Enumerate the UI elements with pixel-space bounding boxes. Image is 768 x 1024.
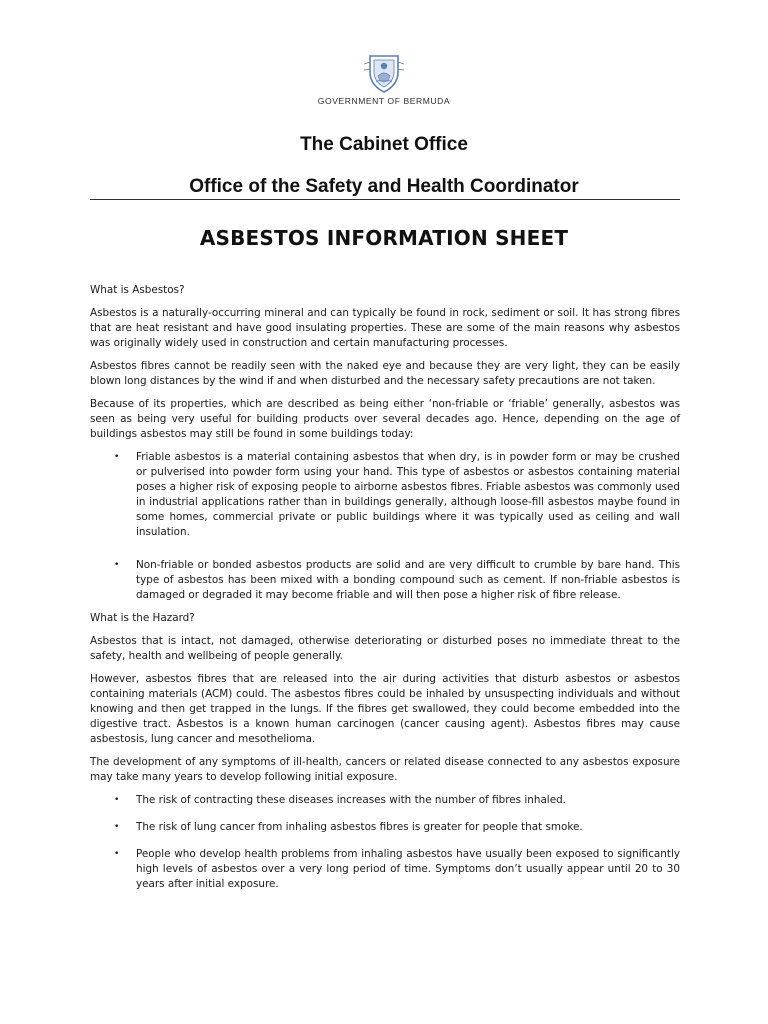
section-heading-what-is-the-hazard: What is the Hazard? (90, 612, 195, 624)
document-title: ASBESTOS INFORMATION SHEET (199, 226, 569, 250)
bullet-list-health-risks (90, 793, 680, 892)
bullet-icon: • (114, 452, 120, 462)
paragraph: Because of its properties, which are described as being either ‘non-friable or ‘friable’ generally, asbestos was seen as being very useful for building products over several decades ago. Hence, depending on the age of buildings asbestos may still be found in some buildings today: (90, 398, 680, 440)
list-item-text: Non-friable or bonded asbestos products are solid and are very difficult to crumble by bare hand. This type of asbestos has been mixed with a bonding compound such as cement. If non-friable asbestos is damaged or degraded it may become friable and will then pose a higher risk of fibre release. (136, 559, 680, 601)
section-heading-what-is-asbestos: What is Asbestos? (90, 284, 185, 296)
list-item-text: People who develop health problems from inhaling asbestos have usually been exposed to significantly high levels of asbestos over a very long period of time. Symptoms don’t usually appear until 20 to 30 years after initial exposure. (136, 848, 680, 890)
list-item (90, 847, 680, 892)
letterhead (0, 52, 768, 106)
bullet-icon: • (114, 560, 120, 570)
list-item-text: The risk of contracting these diseases increases with the number of fibres inhaled. (136, 794, 566, 806)
office-title: The Cabinet Office (300, 134, 468, 155)
list-item-text: Friable asbestos is a material containing asbestos that when dry, is in powder form or may be crushed or pulverised into powder form using your hand. This type of asbestos or asbestos containing material poses a higher risk of exposing people to airborne asbestos fibres. Friable asbestos was commonly used in industrial applications rather than in buildings generally, although loose-fill asbestos maybe found in some homes, commercial private or public buildings where it was typically used as ceiling and wall insulation. (136, 451, 680, 538)
paragraph: Asbestos is a naturally-occurring mineral and can typically be found in rock, sediment or soil. It has strong fibres that are heat resistant and have good insulating properties. These are some of the main reasons why asbestos was originally widely used in construction and certain manufacturing processes. (90, 307, 680, 349)
office-subtitle: Office of the Safety and Health Coordinator (189, 176, 579, 197)
bermuda-coat-of-arms-logo (362, 52, 406, 94)
list-item-text: The risk of lung cancer from inhaling asbestos fibres is greater for people that smoke. (136, 821, 583, 833)
paragraph: However, asbestos fibres that are released into the air during activities that disturb asbestos or asbestos containing materials (ACM) could. The asbestos fibres could be inhaled by unsuspecting individuals and without knowing and then get trapped in the lungs. If the fibres get swallowed, they could become embedded into the digestive tract. Asbestos is a known human carcinogen (cancer causing agent). Asbestos fibres may cause asbestosis, lung cancer and mesothelioma. (90, 673, 680, 745)
paragraph: Asbestos that is intact, not damaged, otherwise deteriorating or disturbed poses no immediate threat to the safety, health and wellbeing of people generally. (90, 635, 680, 662)
bullet-icon: • (114, 795, 120, 805)
list-item (90, 450, 680, 540)
list-item (90, 820, 680, 835)
header-divider (90, 199, 680, 200)
bullet-list-asbestos-types (90, 450, 680, 603)
paragraph: Asbestos fibres cannot be readily seen with the naked eye and because they are very light, they can be easily blown long distances by the wind if and when disturbed and the necessary safety precautions are not taken. (90, 360, 680, 387)
list-item (90, 793, 680, 808)
bullet-icon: • (114, 849, 120, 859)
list-item (90, 558, 680, 603)
bullet-icon: • (114, 822, 120, 832)
paragraph: The development of any symptoms of ill-health, cancers or related disease connected to any asbestos exposure may take many years to develop following initial exposure. (90, 756, 680, 783)
government-name: GOVERNMENT OF BERMUDA (317, 96, 451, 106)
document-body (90, 283, 680, 900)
